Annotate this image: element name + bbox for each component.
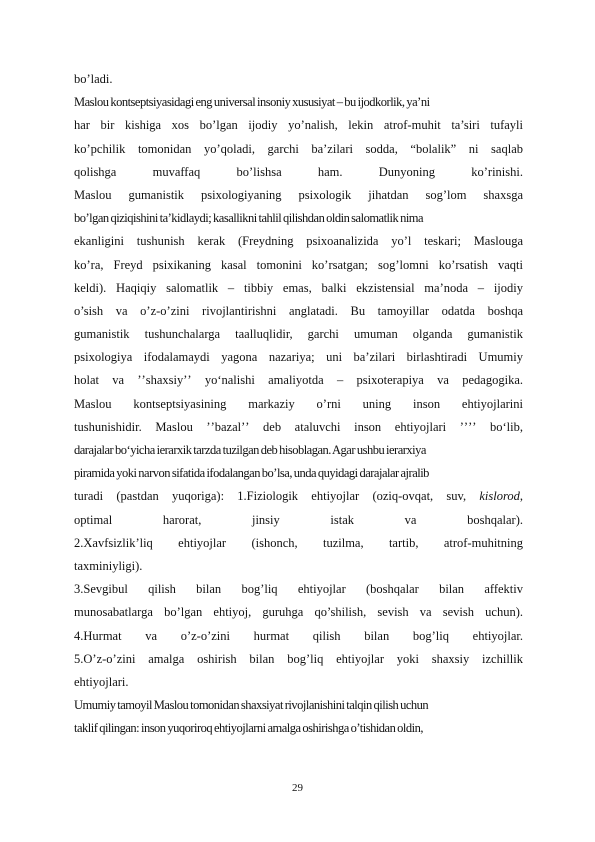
page-number: 29 <box>292 782 303 794</box>
line-text: ko’ra, Freyd psixikaning kasal tomonini ko’rsatgan; sog’lomni ko’rsatish vaqti <box>74 257 523 272</box>
line-text: o’sish va o’z-o’zini rivojlantirishni anglatadi. Bu tamoyillar odatda boshqa <box>74 303 523 318</box>
text-line <box>74 717 523 740</box>
text-line <box>74 694 523 717</box>
line-text: 5.O’z-o’zini amalga oshirish bilan bog’liq ehtiyojlar yoki shaxsiy izchillik <box>74 651 523 666</box>
line-text: 4.Hurmat va o’z-o’zini hurmat qilish bilan bog’liq ehtiyojlar. <box>74 628 523 643</box>
line-text: taklif qilingan: inson yuqoriroq ehtiyojlarni amalga oshirishga o’tishidan oldin, <box>74 721 423 736</box>
line-text: taxminiyligi). <box>74 559 143 574</box>
line-text: keldi). Haqiqiy salomatlik – tibbiy emas, balki ekzistensial ma’noda – ijodiy <box>74 280 523 295</box>
line-text: optimal harorat, jinsiy istak va boshqalar). <box>74 512 523 527</box>
text-line <box>74 277 523 300</box>
line-text: darajalar bo‘yicha ierarxik tarzda tuzilgan deb hisoblagan. Agar ushbu ierarxiya <box>74 443 426 458</box>
text-line <box>74 114 523 137</box>
text-line <box>74 138 523 161</box>
text-line <box>74 601 523 624</box>
text-line <box>74 300 523 323</box>
text-line <box>74 625 523 648</box>
line-text: 2.Xavfsizlik’liq ehtiyojlar (ishonch, tuzilma, tartib, atrof-muhitning <box>74 535 523 550</box>
line-text: Umumiy tamoyil Maslou tomonidan shaxsiyat rivojlanishini talqin qilish uchun <box>74 698 429 713</box>
line-text: tushunishidir. Maslou ʼʼbazalʼʼ deb ataluvchi inson ehtiyojlari ʼʼʼʼ bo‘lib, <box>74 419 523 434</box>
text-line <box>74 462 523 485</box>
line-text: turadi (pastdan yuqoriga): 1.Fiziologik ehtiyojlar (oziq-ovqat, suv, <box>74 489 480 504</box>
line-text: piramida yoki narvon sifatida ifodalangan bo’lsa, unda quyidagi darajalar ajralib <box>74 466 429 481</box>
line-text: ko’pchilik tomonidan yo’qoladi, garchi ba’zilari sodda, “bolalik” ni saqlab <box>74 141 523 156</box>
text-line <box>74 369 523 392</box>
line-text: Maslou kontseptsiyasidagi eng universal insoniy xususiyat – bu ijodkorlik, ya’ni <box>74 95 430 110</box>
text-line <box>74 323 523 346</box>
line-text: ekanligini tushunish kerak (Freydning psixoanalizida yo’l teskari; Maslouga <box>74 234 523 249</box>
line-text: gumanistik tushunchalarga taalluqlidir, garchi umuman olganda gumanistik <box>74 327 523 342</box>
line-text: har bir kishiga xos bo’lgan ijodiy yo’nalish, lekin atrof-muhit ta’siri tufayli <box>74 118 523 133</box>
line-text: qolishga muvaffaq bo’lishsa ham. Dunyoning ko’rinishi. <box>74 164 523 179</box>
text-line <box>74 485 523 508</box>
text-line <box>74 671 523 694</box>
text-line <box>74 91 523 114</box>
text-line <box>74 555 523 578</box>
text-line <box>74 346 523 369</box>
text-line <box>74 184 523 207</box>
line-text: Maslou gumanistik psixologiyaning psixologik jihatdan sog’lom shaxsga <box>74 187 523 202</box>
line-text: holat va ʼʼshaxsiyʼʼ yo‘nalishi amaliyotda – psixoterapiya va pedagogika. <box>74 373 523 388</box>
text-line <box>74 254 523 277</box>
text-line <box>74 416 523 439</box>
italic-word: kislorod <box>479 489 520 504</box>
text-line <box>74 230 523 253</box>
line-text: munosabatlarga bo’lgan ehtiyoj, guruhga qo’shilish, sevish va sevish uchun). <box>74 605 523 620</box>
text-line <box>74 68 523 91</box>
line-text: bo’ladi. <box>74 72 113 86</box>
text-line <box>74 207 523 230</box>
text-line <box>74 393 523 416</box>
text-line <box>74 532 523 555</box>
text-line <box>74 578 523 601</box>
text-line <box>74 509 523 532</box>
line-text: Maslou kontseptsiyasining markaziy o’rni uning inson ehtiyojlarini <box>74 396 523 411</box>
trailing-punctuation: , <box>519 489 523 504</box>
document-page <box>74 68 523 741</box>
line-text: bo’lgan qiziqishini ta’kidlaydi; kasallikni tahlil qilishdan oldin salomatlik nima <box>74 211 424 226</box>
line-text: 3.Sevgibul qilish bilan bog’liq ehtiyojlar (boshqalar bilan affektiv <box>74 582 523 597</box>
text-line <box>74 648 523 671</box>
text-line <box>74 161 523 184</box>
line-text: psixologiya ifodalamaydi yagona nazariya; uni ba’zilari birlashtiradi Umumiy <box>74 350 523 365</box>
line-text: ehtiyojlari. <box>74 674 129 689</box>
text-line <box>74 439 523 462</box>
